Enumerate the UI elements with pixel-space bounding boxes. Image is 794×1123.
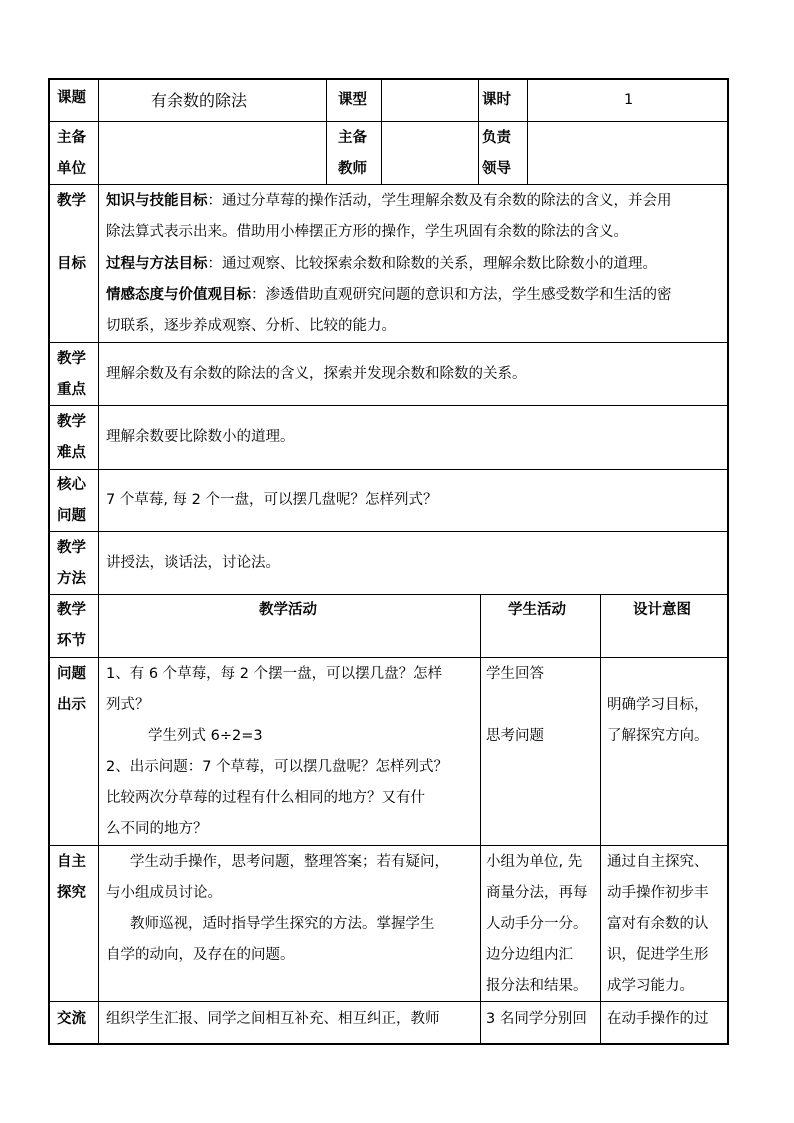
activity-line: 1、有 6 个草莓，每 2 个摆一盘，可以摆几盘？怎样 — [106, 666, 443, 682]
section-label: 问题 — [57, 666, 86, 682]
student-activity-line: 人动手分一分。 — [486, 916, 588, 932]
row-divider — [50, 845, 727, 846]
intent-line: 通过自主探究、 — [607, 854, 709, 870]
intent-line: 识，促进学生形 — [607, 947, 709, 963]
focus-label: 重点 — [57, 382, 86, 398]
row-divider — [50, 469, 727, 470]
row-divider — [50, 342, 727, 343]
activity-line: 么不同的地方？ — [106, 821, 208, 837]
leader-label: 领导 — [482, 161, 511, 177]
process-goal-text: ：通过观察、比较探索余数和除数的关系，理解余数比除数小的道理。 — [207, 256, 657, 272]
core-label: 问题 — [57, 508, 86, 524]
difficulty-text: 理解余数要比除数小的道理。 — [106, 429, 295, 445]
section-label: 探究 — [57, 885, 86, 901]
activity-line: 与小组成员讨论。 — [106, 885, 222, 901]
difficulty-label: 难点 — [57, 445, 86, 461]
lesson-type-label: 课型 — [338, 92, 367, 108]
goals-label: 目标 — [57, 256, 86, 272]
activity-line: 学生列式 6÷2=3 — [148, 728, 263, 744]
col-divider — [480, 594, 481, 1043]
col-divider — [326, 80, 327, 184]
emotion-goal-title: 情感态度与价值观目标 — [106, 287, 251, 303]
row-divider — [50, 531, 727, 532]
section-label: 自主 — [57, 854, 86, 870]
leader-label: 负责 — [482, 130, 511, 146]
student-activity-line: 3 名同学分别回 — [486, 1011, 587, 1027]
row-divider — [50, 184, 727, 185]
col-divider — [98, 80, 99, 1043]
col-divider — [527, 80, 528, 184]
lesson-plan-table — [48, 78, 729, 1045]
unit-label: 单位 — [57, 161, 86, 177]
goals-label: 教学 — [57, 193, 86, 209]
knowledge-goal — [106, 186, 672, 217]
student-activity-line: 商量分法，再每 — [486, 885, 588, 901]
activity-line: 学生动手操作，思考问题，整理答案；若有疑问， — [130, 854, 449, 870]
core-label: 核心 — [57, 477, 86, 493]
knowledge-goal-title: 知识与技能目标 — [106, 193, 208, 209]
row-divider — [50, 657, 727, 658]
method-label: 方法 — [57, 571, 86, 587]
intent-line: 动手操作初步丰 — [607, 885, 709, 901]
intent-line: 了解探究方向。 — [607, 728, 709, 744]
intent-line: 富对有余数的认 — [607, 916, 709, 932]
activity-line: 比较两次分草莓的过程有什么相同的地方？又有什 — [106, 790, 425, 806]
col-divider — [381, 80, 382, 184]
teacher-label: 主备 — [338, 130, 367, 146]
col-divider — [600, 594, 601, 1043]
lesson-title: 有余数的除法 — [151, 91, 248, 110]
topic-label: 课题 — [57, 90, 86, 106]
row-divider — [50, 121, 727, 122]
activity-line: 组织学生汇报、同学之间相互补充、相互纠正，教师 — [106, 1011, 440, 1027]
student-activity-line: 报分法和结果。 — [486, 978, 588, 994]
core-question-text: 7 个草莓, 每 2 个一盘，可以摆几盘呢？怎样列式？ — [106, 492, 438, 508]
student-activity-line: 学生回答 — [486, 666, 544, 682]
student-activity-line: 小组为单位, 先 — [486, 854, 583, 870]
stage-label: 教学 — [57, 602, 86, 618]
section-label: 交流 — [57, 1011, 86, 1027]
process-goal-title: 过程与方法目标 — [106, 256, 208, 272]
intent-line: 成学习能力。 — [607, 978, 694, 994]
intent-header: 设计意图 — [633, 602, 691, 618]
process-goal — [106, 249, 657, 280]
student-activity-line: 思考问题 — [486, 728, 544, 744]
difficulty-label: 教学 — [57, 414, 86, 430]
teacher-label: 教师 — [338, 161, 367, 177]
student-activity-line: 边分边组内汇 — [486, 947, 573, 963]
student-header: 学生活动 — [508, 602, 566, 618]
period-label: 课时 — [482, 92, 511, 108]
emotion-goal-text: ：渗透借助直观研究问题的意识和方法，学生感受数学和生活的密 — [251, 287, 672, 303]
unit-label: 主备 — [57, 130, 86, 146]
focus-text: 理解余数及有余数的除法的含义，探索并发现余数和除数的关系。 — [106, 366, 527, 382]
row-divider — [50, 405, 727, 406]
method-label: 教学 — [57, 540, 86, 556]
period-value: 1 — [624, 92, 634, 108]
stage-label: 环节 — [57, 633, 86, 649]
activity-line: 教师巡视，适时指导学生探究的方法。掌握学生 — [130, 916, 435, 932]
knowledge-goal-text: 除法算式表示出来。借助用小棒摆正方形的操作，学生巩固有余数的除法的含义。 — [106, 224, 628, 240]
activity-line: 列式？ — [106, 697, 150, 713]
row-divider — [50, 594, 727, 595]
method-text: 讲授法，谈话法，讨论法。 — [106, 555, 280, 571]
emotion-goal-text: 切联系，逐步养成观察、分析、比较的能力。 — [106, 318, 396, 334]
section-label: 出示 — [57, 697, 86, 713]
intent-line: 明确学习目标， — [607, 697, 709, 713]
activity-line: 自学的动向，及存在的问题。 — [106, 947, 295, 963]
focus-label: 教学 — [57, 351, 86, 367]
emotion-goal — [106, 280, 672, 311]
intent-line: 在动手操作的过 — [607, 1011, 709, 1027]
knowledge-goal-text: ：通过分草莓的操作活动，学生理解余数及有余数的除法的含义，并会用 — [207, 193, 672, 209]
activity-header: 教学活动 — [259, 602, 317, 618]
activity-line: 2、出示问题：7 个草莓，可以摆几盘呢？怎样列式？ — [106, 759, 449, 775]
col-divider — [478, 80, 479, 184]
